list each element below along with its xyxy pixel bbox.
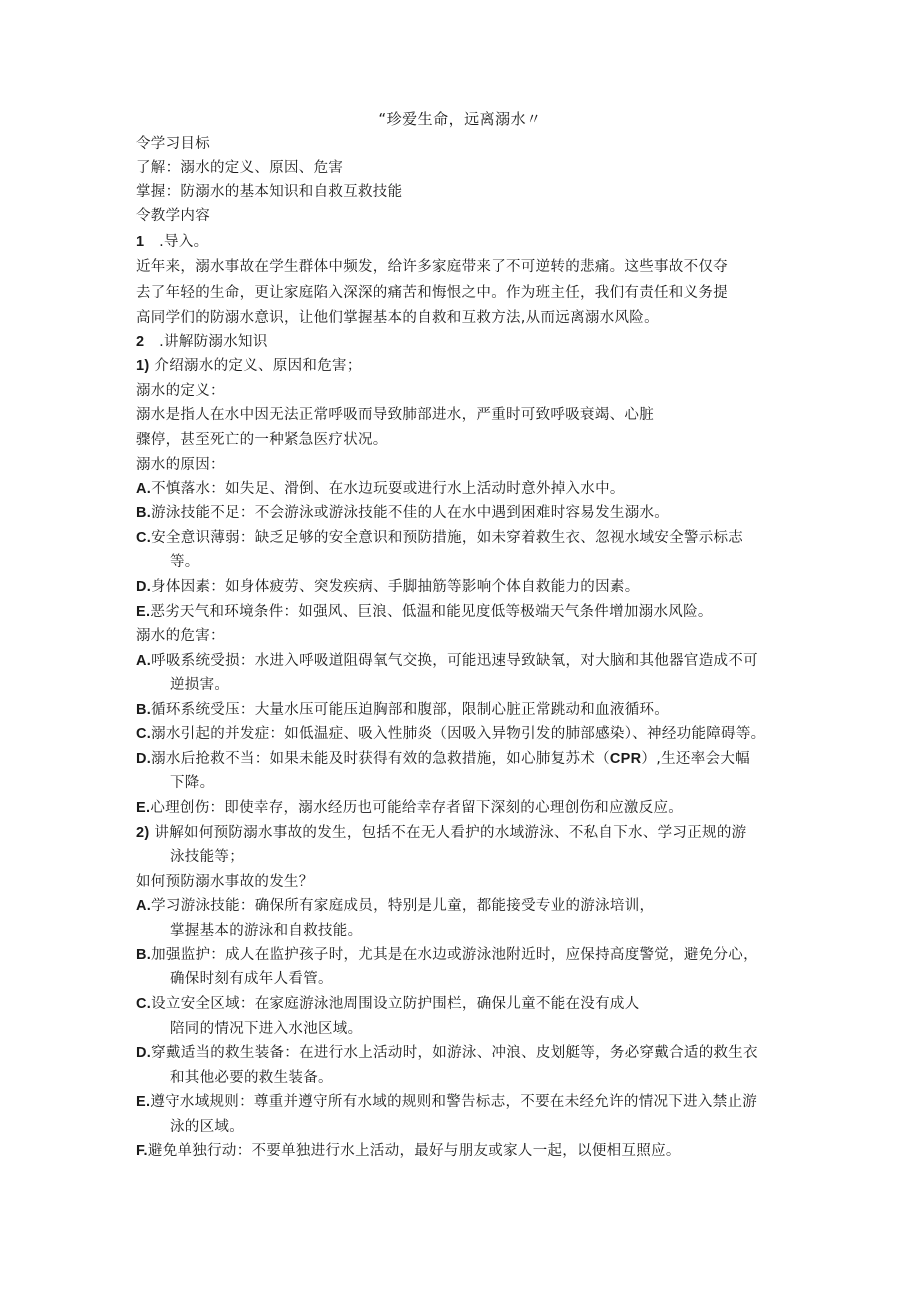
section-1-heading [136, 232, 208, 252]
item-continuation: 确保时刻有成年人看管。 [170, 971, 333, 987]
definition-line: 溺水是指人在水中因无法正常呼吸而导致肺部进水，严重时可致呼吸衰竭、心脏 [136, 407, 654, 423]
intro-line: 近年来，溺水事故在学生群体中频发，给许多家庭带来了不可逆转的悲痛。这些事故不仅夺 [136, 259, 728, 275]
item-text: 不慎落水：如失足、滑倒、在水边玩耍或进行水上活动时意外掉入水中。 [151, 481, 625, 497]
intro-line: 高同学们的防溺水意识，让他们掌握基本的自救和互救方法,从而远离溺水风险。 [136, 310, 659, 326]
objective-understand: 了解：溺水的定义、原因、危害 [136, 160, 344, 176]
harm-item [136, 724, 765, 744]
prevent-item [136, 994, 640, 1014]
item-text: 遵守水域规则：尊重并遵守所有水域的规则和警告标志，不要在未经允许的情况下进入禁止游 [150, 1094, 758, 1110]
item-continuation: 泳的区域。 [170, 1119, 244, 1135]
item-marker: B. [136, 505, 152, 521]
item-text: 心理创伤：即使幸存，溺水经历也可能给幸存者留下深刻的心理创伤和应激反应。 [150, 800, 684, 816]
item-text: 安全意识薄弱：缺乏足够的安全意识和预防措施，如未穿着救生衣、忽视水域安全警示标志 [151, 530, 744, 546]
item-marker: A. [136, 898, 152, 914]
item-continuation: 掌握基本的游泳和自救技能。 [170, 923, 363, 939]
cause-item [136, 479, 625, 499]
causes-heading: 溺水的原因： [136, 457, 225, 473]
prevent-item [136, 1043, 758, 1063]
prevent-item [136, 1092, 757, 1112]
item-text: 溺水引起的并发症：如低温症、吸入性肺炎（因吸入异物引发的肺部感染）、神经功能障碍等。 [151, 726, 766, 742]
point-2-text: 讲解如何预防溺水事故的发生，包括不在无人看护的水域游泳、不私自下水、学习正规的游 [154, 825, 747, 841]
section-2-number: 2 [136, 334, 145, 350]
point-2-number: 2) [136, 825, 150, 841]
section-1-label: .导入。 [159, 234, 209, 250]
item-text: 设立安全区域：在家庭游泳池周围设立防护围栏，确保儿童不能在没有成人 [151, 996, 640, 1012]
item-marker: D. [136, 579, 152, 595]
item-marker: B. [136, 947, 152, 963]
cpr-term: CPR [609, 751, 642, 767]
item-text: 避免单独行动：不要单独进行水上活动，最好与朋友或家人一起，以便相互照应。 [147, 1143, 681, 1159]
item-continuation: 等。 [170, 554, 200, 570]
prevent-item [136, 1141, 681, 1161]
section-2-label: .讲解防溺水知识 [159, 334, 268, 350]
prevent-heading: 如何预防溺水事故的发生？ [136, 874, 314, 890]
section-2-heading [136, 332, 268, 352]
item-marker: B. [136, 702, 152, 718]
harm-item [136, 749, 750, 769]
item-marker: A. [136, 481, 152, 497]
item-text: 循环系统受压：大量水压可能压迫胸部和腹部，限制心脏正常跳动和血液循环。 [151, 702, 670, 718]
item-text: 加强监护：成人在监护孩子时，尤其是在水边或游泳池附近时，应保持高度警觉，避免分心， [151, 947, 758, 963]
point-1 [136, 356, 362, 376]
item-marker: E. [136, 1094, 151, 1110]
item-text: 学习游泳技能：确保所有家庭成员，特别是儿童，都能接受专业的游泳培训， [151, 898, 655, 914]
item-text: 身体因素：如身体疲劳、突发疾病、手脚抽筋等影响个体自救能力的因素。 [151, 579, 640, 595]
point-1-text: 介绍溺水的定义、原因和危害； [154, 358, 362, 374]
intro-line: 去了年轻的生命，更让家庭陷入深深的痛苦和悔恨之中。作为班主任，我们有责任和义务提 [136, 285, 728, 301]
harm-item [136, 798, 683, 818]
item-text: 恶劣天气和环境条件：如强风、巨浪、低温和能见度低等极端天气条件增加溺水风险。 [150, 604, 713, 620]
section-1-number: 1 [136, 234, 145, 250]
item-marker: C. [136, 996, 152, 1012]
item-text: 穿戴适当的救生装备：在进行水上活动时，如游泳、冲浪、皮划艇等，务必穿戴合适的救生衣 [151, 1045, 758, 1061]
item-marker: A. [136, 653, 152, 669]
point-1-number: 1) [136, 358, 150, 374]
item-marker: D. [136, 1045, 152, 1061]
cause-item [136, 577, 640, 597]
harm-heading: 溺水的危害： [136, 628, 225, 644]
item-marker: C. [136, 530, 152, 546]
item-continuation: 陪同的情况下进入水池区域。 [170, 1021, 363, 1037]
item-continuation: 逆损害。 [170, 677, 230, 693]
content-heading: 令教学内容 [136, 208, 210, 224]
item-text: 游泳技能不足：不会游泳或游泳技能不佳的人在水中遇到困难时容易发生溺水。 [151, 505, 670, 521]
item-text: 呼吸系统受损：水进入呼吸道阻碍氧气交换，可能迅速导致缺氧，对大脑和其他器官造成不可 [151, 653, 758, 669]
page-title: “珍爱生命，远离溺水〃 [378, 110, 542, 128]
prevent-item [136, 896, 654, 916]
point-2 [136, 823, 746, 843]
item-marker: C. [136, 726, 152, 742]
harm-item [136, 651, 758, 671]
cause-item [136, 503, 669, 523]
item-marker: E. [136, 604, 151, 620]
prevent-item [136, 945, 758, 965]
item-continuation: 和其他必要的救生装备。 [170, 1070, 333, 1086]
item-marker: D. [136, 751, 152, 767]
objective-master: 掌握：防溺水的基本知识和自救互救技能 [136, 184, 403, 200]
item-marker: E. [136, 800, 151, 816]
item-continuation: 下降。 [170, 775, 215, 791]
item-marker: F. [136, 1143, 148, 1159]
definition-heading: 溺水的定义： [136, 383, 225, 399]
cause-item [136, 528, 743, 548]
definition-line: 骤停，甚至死亡的一种紧急医疗状况。 [136, 432, 388, 448]
harm-item [136, 700, 669, 720]
item-continuation: 泳技能等； [170, 849, 244, 865]
item-text: 溺水后抢救不当：如果未能及时获得有效的急救措施，如心肺复苏术（ [151, 751, 610, 767]
item-text-after-term: ）,生还率会大幅 [641, 751, 750, 767]
objectives-heading: 令学习目标 [136, 136, 210, 152]
cause-item [136, 602, 713, 622]
